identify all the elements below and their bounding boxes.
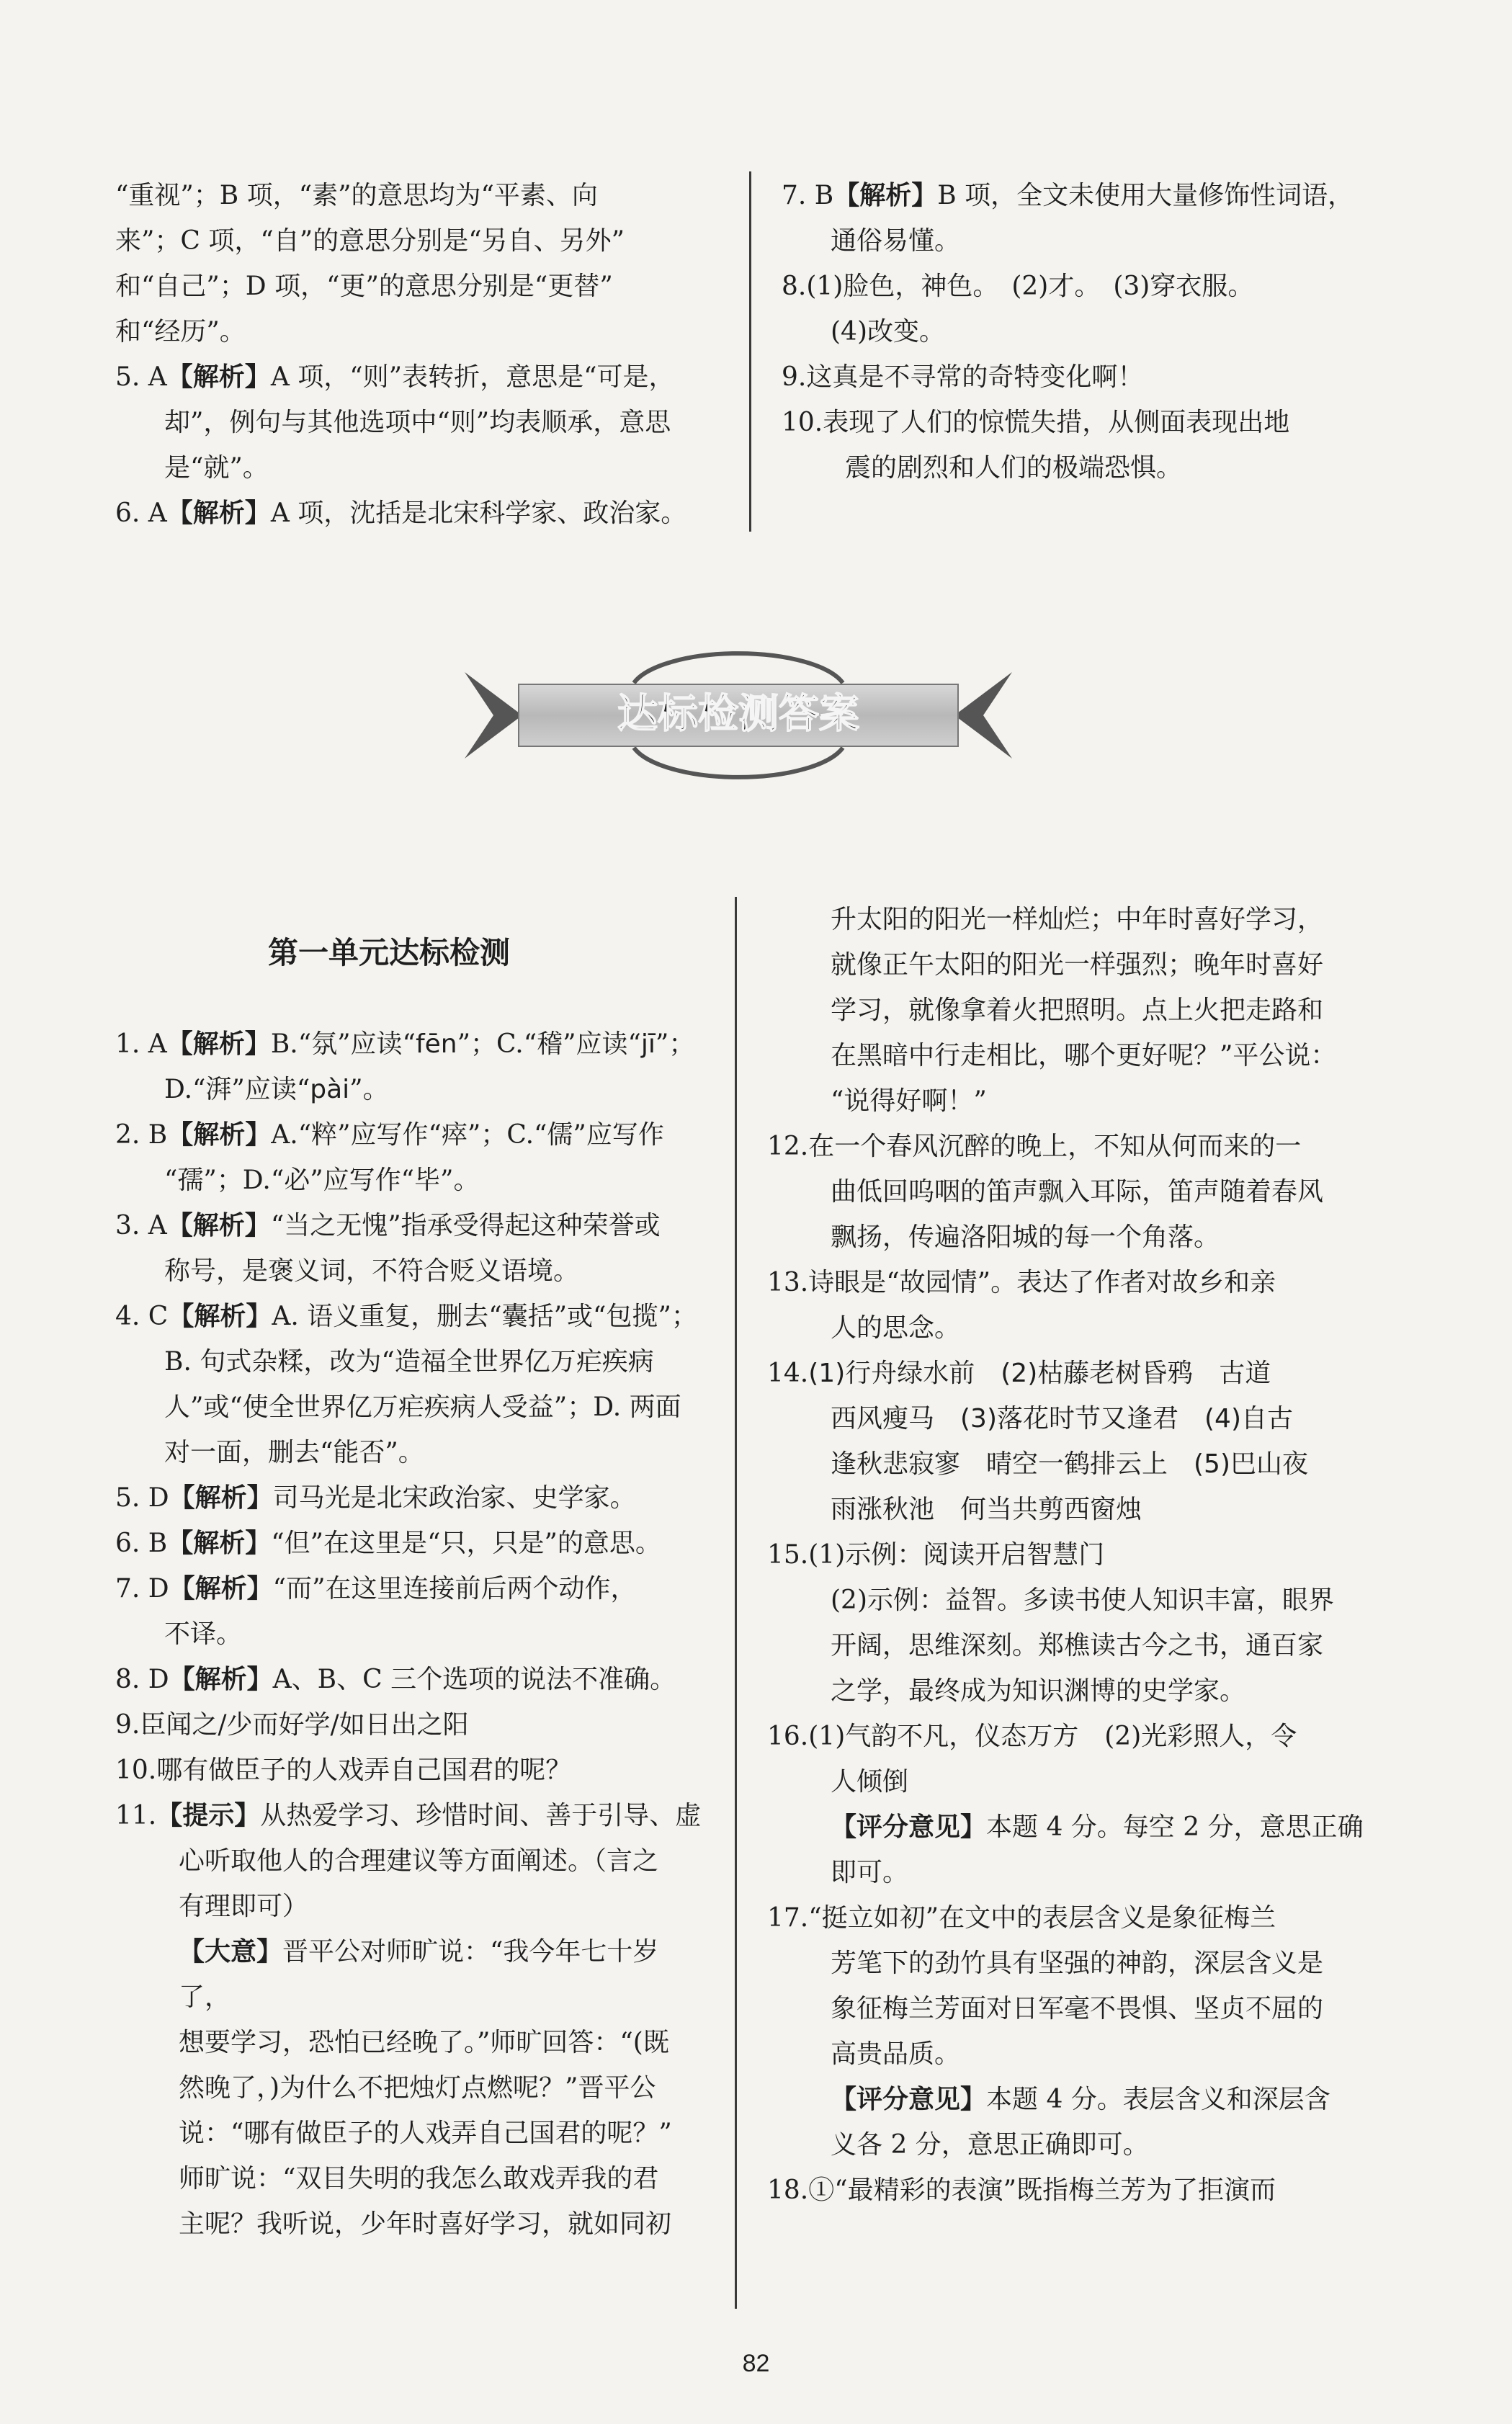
section-banner — [454, 640, 1023, 791]
answer-item — [782, 400, 1415, 491]
answer-text: 表现了人们的惊慌失措，从侧面表现出地 震的剧烈和人们的极端恐惧。 — [823, 408, 1290, 483]
answer-text: A、B、C 三个选项的说法不准确。 — [272, 1665, 676, 1694]
answer-number: 14. — [767, 1359, 809, 1388]
answer-item — [115, 1112, 710, 1203]
answer-number: 8. D — [115, 1665, 169, 1694]
answer-text: 在一个春风沉醉的晚上，不知从何而来的一 曲低回呜咽的笛声飘入耳际，笛声随着春风 飘扬，传遍洛阳城的每一个角落。 — [808, 1132, 1324, 1252]
answer-number: 10. — [115, 1756, 157, 1785]
answer-tag: 【解析】 — [167, 1120, 272, 1150]
banner-left-chevron — [465, 672, 522, 759]
answer-text: ①“最精彩的表演”既指梅兰芳为了拒演而 — [808, 2175, 1276, 2205]
answer-item — [767, 1351, 1412, 1532]
answer-number: 6. A — [115, 498, 167, 528]
answer-number: 17. — [767, 1903, 809, 1933]
answer-item — [767, 1532, 1412, 1714]
answer-number: 1. A — [115, 1029, 167, 1059]
answer-text: 晋平公对师旷说：“我今年七十岁了， 想要学习，恐怕已经晚了。”师旷回答：“(既 然晚了，)为什么不把烛灯点燃呢？”晋平公 说：“哪有做臣子的人戏弄自己国君的呢？” 师旷说：“双目失明的我怎么敢戏弄我的君 主呢？我听说，少年时喜好学习，就如同初 — [179, 1937, 672, 2239]
banner-title: 达标检测答案 — [617, 691, 859, 738]
answer-number: 3. A — [115, 1211, 167, 1240]
answer-continuation — [115, 264, 742, 309]
answer-tag: 【解析】 — [166, 1029, 271, 1059]
answer-text: 来”；C 项，“自”的意思分别是“另自、另外” — [115, 226, 625, 256]
answer-text: 和“经历”。 — [115, 317, 246, 346]
answer-tag: 【解析】 — [166, 498, 271, 528]
answer-item — [115, 1793, 710, 1929]
answer-text: A 项，沈括是北宋科学家、政治家。 — [270, 498, 687, 528]
answer-item — [115, 1294, 710, 1475]
top-right-column — [782, 173, 1415, 491]
answer-tag: 【大意】 — [179, 1937, 283, 1967]
answer-text: 诗眼是“故园情”。表达了作者对故乡和亲 人的思念。 — [808, 1268, 1276, 1343]
answer-number: 2. B — [115, 1120, 168, 1150]
answer-item — [115, 1475, 710, 1521]
answer-tag: 【解析】 — [169, 1483, 273, 1513]
answer-number: 9. — [115, 1710, 140, 1740]
answer-number: 15. — [767, 1540, 809, 1570]
answer-tag: 【评分意见】 — [831, 2085, 987, 2114]
answer-text: 升太阳的阳光一样灿烂；中年时喜好学习， 就像正午太阳的阳光一样强烈；晚年时喜好 学习，就像拿着火把照明。点上火把走路和 在黑暗中行走相比，哪个更好呢？”平公说： “说得好啊！” — [831, 905, 1337, 1116]
answer-tag: 【解析】 — [167, 1529, 272, 1558]
bottom-right-column — [767, 897, 1412, 2213]
page-number: 82 — [742, 2350, 770, 2377]
answer-number: 9. — [782, 362, 807, 392]
top-column-divider — [749, 171, 751, 532]
answer-item — [115, 354, 742, 491]
answer-number: 7. D — [115, 1574, 169, 1604]
answer-text: 司马光是北宋政治家、史学家。 — [272, 1483, 636, 1513]
answer-item — [767, 1124, 1412, 1260]
answer-continuation — [115, 218, 742, 264]
answer-item — [767, 1714, 1412, 1804]
answer-number: 4. C — [115, 1302, 169, 1331]
answer-tag: 【评分意见】 — [831, 1812, 987, 1842]
answer-item — [782, 173, 1415, 264]
banner-right-chevron — [954, 672, 1012, 759]
answer-text: B.“氛”应读“fēn”；C.“稽”应读“jī”； D.“湃”应读“pài”。 — [164, 1029, 695, 1104]
bottom-left-column — [115, 1021, 710, 2247]
answer-tag: 【解析】 — [166, 1211, 271, 1240]
answer-item — [115, 1203, 710, 1294]
answer-text: “当之无愧”指承受得起这种荣誉或 称号，是褒义词，不符合贬义语境。 — [164, 1211, 661, 1286]
answer-text: (1)气韵不凡，仪态万方 (2)光彩照人，令 人倾倒 — [808, 1722, 1297, 1797]
answer-text: 本题 4 分。表层含义和深层含 义各 2 分，意思正确即可。 — [831, 2085, 1330, 2160]
answer-number: 18. — [767, 2175, 809, 2205]
answer-item — [767, 2168, 1412, 2213]
answer-text: (1)脸色，神色。 (2)才。 (3)穿衣服。 (4)改变。 — [806, 272, 1254, 346]
bottom-column-divider — [735, 897, 737, 2309]
answer-text: A. 语义重复，删去“囊括”或“包揽”； B. 句式杂糅，改为“造福全世界亿万疟疾病 人”或“使全世界亿万疟疾病人受益”；D. 两面 对一面，删去“能否”。 — [164, 1302, 697, 1467]
answer-text: 臣闻之/少而好学/如日出之阳 — [140, 1710, 469, 1740]
answer-continuation — [115, 1929, 710, 2247]
answer-item — [767, 1260, 1412, 1351]
answer-continuation — [115, 309, 742, 354]
answer-tag: 【解析】 — [833, 181, 938, 210]
answer-text: “而”在这里连接前后两个动作， 不译。 — [164, 1574, 637, 1649]
answer-tag: 【解析】 — [169, 1665, 273, 1694]
answer-item — [115, 1657, 710, 1702]
answer-number: 13. — [767, 1268, 809, 1297]
banner-arc-top — [634, 653, 843, 683]
answer-item — [782, 354, 1415, 400]
answer-text: 这真是不寻常的奇特变化啊！ — [806, 362, 1144, 392]
answer-number: 7. B — [782, 181, 834, 210]
answer-text: A.“粹”应写作“瘁”；C.“儒”应写作 “孺”；D.“必”应写作“毕”。 — [164, 1120, 664, 1195]
answer-number: 8. — [782, 272, 807, 301]
answer-text: 本题 4 分。每空 2 分，意思正确 即可。 — [831, 1812, 1364, 1887]
answer-tag: 【提示】 — [156, 1801, 261, 1830]
answer-item — [115, 1521, 710, 1566]
answer-text: B 项，全文未使用大量修饰性词语， 通俗易懂。 — [831, 181, 1354, 256]
answer-text: (1)示例：阅读开启智慧门 (2)示例：益智。多读书使人知识丰富，眼界 开阔，思维深刻。郑樵读古今之书，通百家 之学，最终成为知识渊博的史学家。 — [808, 1540, 1334, 1706]
answer-continuation — [115, 173, 742, 218]
answer-number: 5. A — [115, 362, 167, 392]
answer-tag: 【解析】 — [168, 1302, 272, 1331]
answer-tag: 【解析】 — [166, 362, 271, 392]
answer-number: 10. — [782, 408, 823, 437]
answer-continuation — [767, 2077, 1412, 2168]
top-left-column — [115, 173, 742, 536]
answer-item — [115, 1021, 710, 1112]
answer-number: 11. — [115, 1801, 157, 1830]
answer-text: A 项，“则”表转折，意思是“可是， 却”，例句与其他选项中“则”均表顺承，意思 是“就”。 — [164, 362, 675, 483]
answer-item — [115, 1748, 710, 1793]
answer-number: 5. D — [115, 1483, 169, 1513]
answer-number: 6. B — [115, 1529, 168, 1558]
answer-continuation — [767, 1804, 1412, 1895]
answer-item — [767, 1895, 1412, 2077]
answer-number: 16. — [767, 1722, 809, 1751]
banner-arc-bottom — [634, 748, 843, 777]
answer-text: “但”在这里是“只，只是”的意思。 — [271, 1529, 661, 1558]
answer-item — [115, 1702, 710, 1748]
answer-item — [115, 491, 742, 536]
answer-text: 和“自己”；D 项，“更”的意思分别是“更替” — [115, 272, 613, 301]
answer-text: “挺立如初”在文中的表层含义是象征梅兰 芳笔下的劲竹具有坚强的神韵，深层含义是 象征梅兰芳面对日军毫不畏惧、坚贞不屈的 高贵品质。 — [808, 1903, 1324, 2069]
unit-title: 第一单元达标检测 — [267, 935, 510, 970]
answer-text: (1)行舟绿水前 (2)枯藤老树昏鸦 古道 西风瘦马 (3)落花时节又逢君 (4)自古 逢秋悲寂寥 晴空一鹤排云上 (5)巴山夜 雨涨秋池 何当共剪西窗烛 — [808, 1359, 1308, 1524]
answer-text: “重视”；B 项，“素”的意思均为“平素、向 — [115, 181, 598, 210]
answer-number: 12. — [767, 1132, 809, 1161]
answer-text: 哪有做臣子的人戏弄自己国君的呢？ — [156, 1756, 572, 1785]
answer-text: 从热爱学习、珍惜时间、善于引导、虚 心听取他人的合理建议等方面阐述。（言之 有理即可） — [179, 1801, 702, 1921]
answer-item — [115, 1566, 710, 1657]
answer-tag: 【解析】 — [169, 1574, 273, 1604]
answer-item — [782, 264, 1415, 354]
answer-continuation — [767, 897, 1412, 1124]
